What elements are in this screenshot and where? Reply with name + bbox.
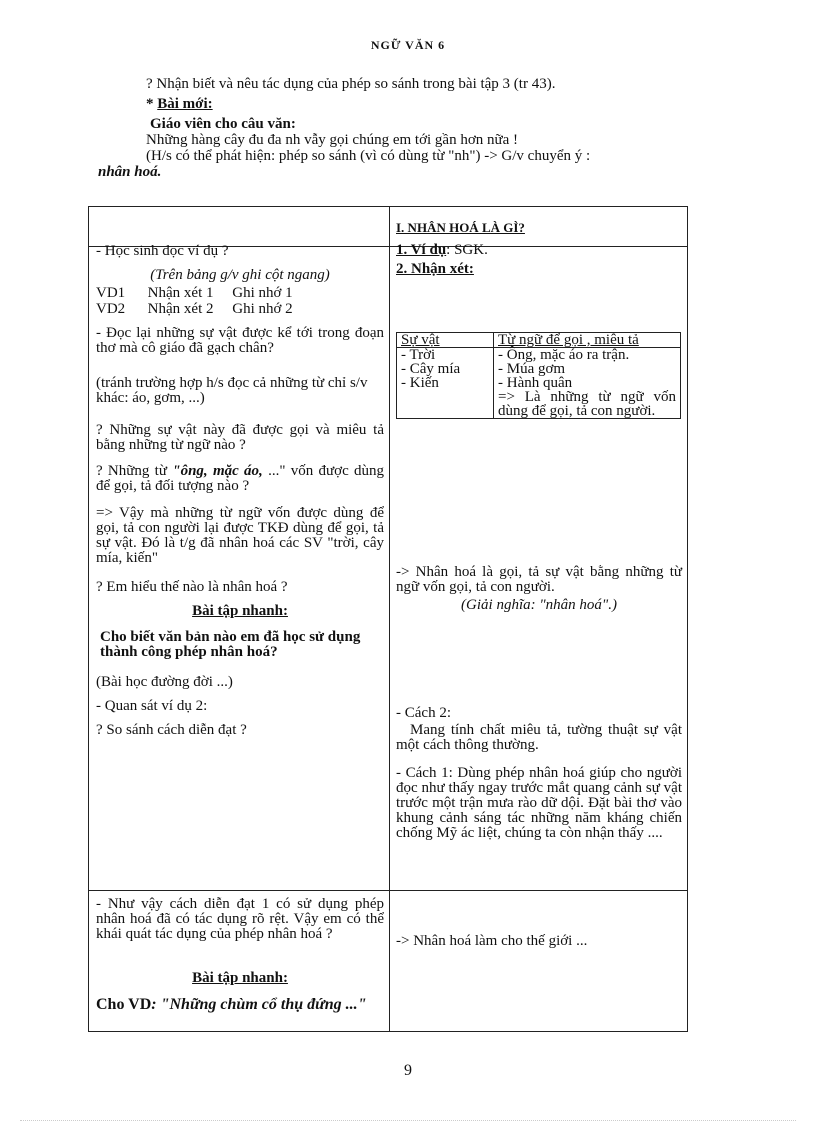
teacher-instruction: Giáo viên cho câu văn: [150,116,296,132]
right-section-title: I. NHÂN HOÁ LÀ GÌ? [396,220,525,235]
row-line [389,890,688,891]
left-effect: - Như vậy cách diễn đạt 1 có sử dụng phép nhân hoá đã có tác dụng rõ rệt. Vậy em có thể khái quát tác dụng của phép nhân hoá ? [96,896,384,942]
right-way2-text: Mang tính chất miêu tả, tường thuật sự vật một cách thông thường. [396,722,682,753]
right-example: 1. Ví dụ: SGK. [396,242,488,258]
review-question: ? Nhận biết và nêu tác dụng của phép so sánh trong bài tập 3 (tr 43). [146,76,556,92]
left-compare: ? So sánh cách diễn đạt ? [96,722,247,738]
table-thing: - Kiến [401,375,439,391]
column-divider [389,206,390,1032]
table-header-words: Từ ngữ để gọi , miêu tả [494,333,681,348]
left-avoid: (tránh trường hợp h/s đọc cả những từ chỉ s/v khác: áo, gơm, ...) [96,375,368,406]
table-word: - Ông, mặc áo ra trận. [498,347,630,363]
left-conclusion: => Vậy mà những từ ngữ vốn được dùng để gọi, tả con người lại được TKĐ dùng để gọi, tả sự vật. Đó là t/g đã nhân hoá các SV "trời, cây mía, kiến" [96,505,384,566]
left-vd2: VD2 Nhận xét 2 Ghi nhớ 2 [96,301,293,317]
left-read-example: - Học sinh đọc ví dụ ? [96,243,229,259]
right-way2-label: - Cách 2: [396,705,451,721]
table-thing: - Trời [401,347,436,363]
left-board-note: (Trên bảng g/v ghi cột ngang) [150,267,330,283]
table-word: - Hành quân [498,375,573,391]
left-exercise1-title: Bài tập nhanh: [192,603,288,619]
table-things-cell [397,348,494,419]
new-lesson-heading: * Bài mới: [146,96,213,112]
table-word: - Múa gơm [498,361,566,377]
left-q-words: ? Những sự vật này đã được gọi và miêu tả bằng những từ ngữ nào ? [96,422,384,453]
left-reread: - Đọc lại những sự vật được kể tới trong đoạn thơ mà cô giáo đã gạch chân? [96,325,384,356]
right-definition-note: (Giải nghĩa: "nhân hoá".) [461,597,617,613]
left-exercise1-body: Cho biết văn bản nào em đã học sử dụng thành công phép nhân hoá? [100,629,361,660]
table-header-things: Sự vật [397,333,494,348]
table-words-cell [494,348,681,419]
left-lesson-example: (Bài học đường đời ...) [96,674,233,690]
page-header: NGỮ VĂN 6 [370,38,446,52]
table-thing: - Cây mía [401,361,461,377]
left-vd1: VD1 Nhận xét 1 Ghi nhớ 1 [96,285,293,301]
left-vd-prompt: Cho VD: "Những chùm cổ thụ đứng ..." [96,996,367,1013]
left-q-ong: ? Những từ "ông, mặc áo, ..." vốn được dùng để gọi, tả đối tượng nào ? [96,463,385,494]
right-world: -> Nhân hoá làm cho thế giới ... [396,933,588,949]
example-sentence: Những hàng cây đu đa nh vẫy gọi chúng em tới gần hơn nữa ! [146,132,519,148]
right-definition: -> Nhân hoá là gọi, tả sự vật bằng những từ ngữ vốn gọi, tả con người. [396,564,682,595]
page-number: 9 [404,1062,412,1079]
student-note: (H/s có thể phát hiện: phép so sánh (vì có dùng từ "nh") -> G/v chuyển ý : [146,148,591,164]
footer-rule [20,1120,796,1121]
row-line [88,890,389,891]
student-note-end: nhân hoá. [98,164,162,180]
left-observe2: - Quan sát ví dụ 2: [96,698,208,714]
intro-section [98,76,760,180]
comparison-table [396,332,681,419]
table-word-conclusion: => Là những từ ngữ vốn dùng để gọi, tả con người. [498,389,676,419]
right-remark-label: 2. Nhận xét: [396,261,474,277]
left-q-define: ? Em hiểu thế nào là nhân hoá ? [96,579,288,595]
left-exercise2-title: Bài tập nhanh: [192,970,288,986]
right-way1-text: - Cách 1: Dùng phép nhân hoá giúp cho người đọc như thấy ngay trước mắt quang cảnh sự vật trước một trận mưa rào dữ dội. Đặt bài thơ vào khung cảnh sáng tác những năm kháng chiến chống Mỹ ác liệt, chúng ta còn nhận thấy .... [396,765,682,841]
